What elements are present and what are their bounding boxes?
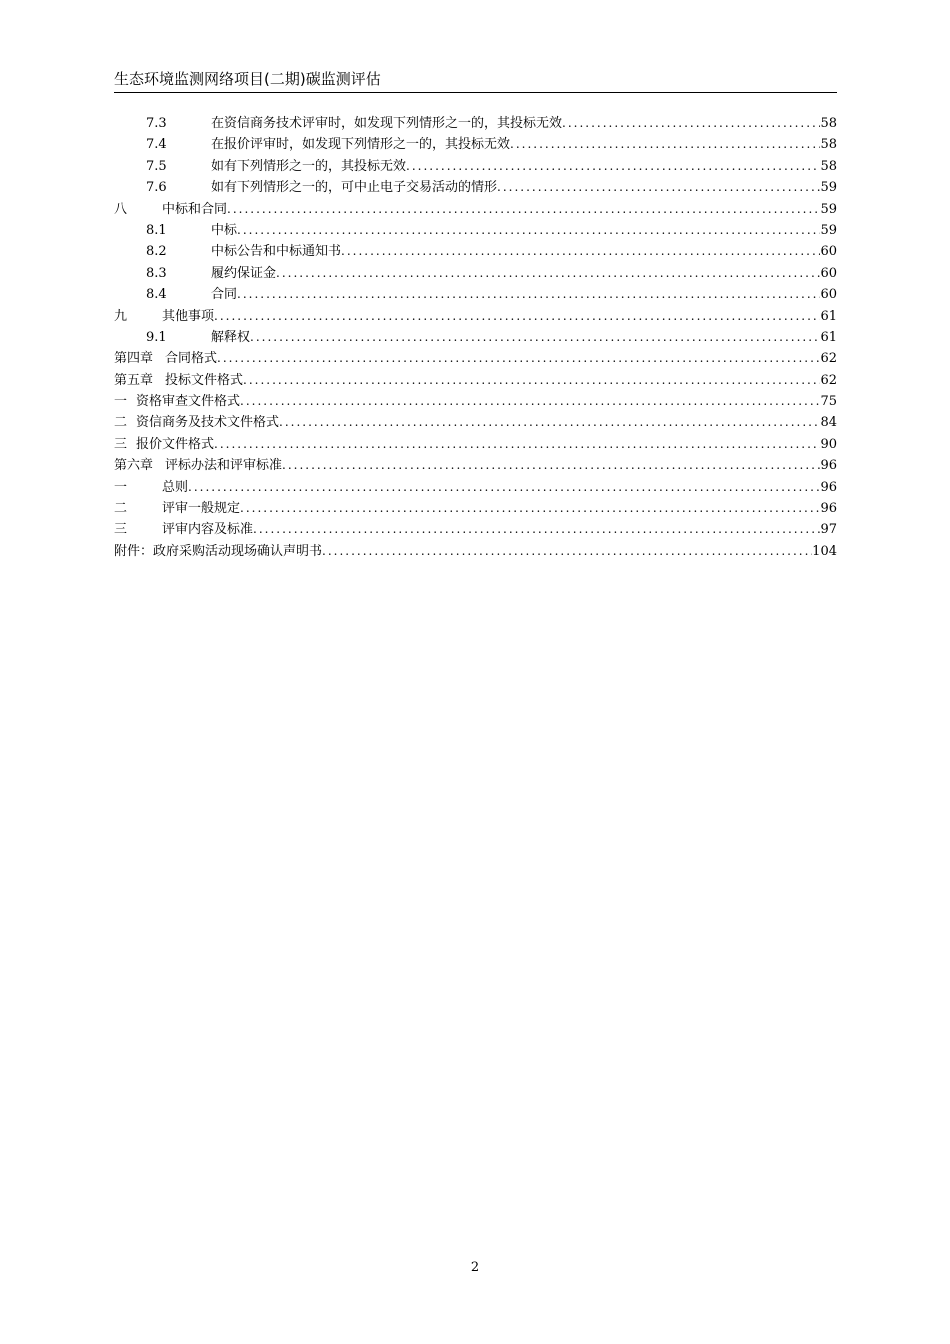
toc-entry-title: 中标和合同 [162,201,228,217]
toc-entry-page: 59 [820,201,837,217]
toc-dot-leader [214,434,820,455]
toc-entry-number: 9.1 [146,329,167,345]
toc-entry-number: 三 [114,522,128,538]
toc-entry[interactable] [114,134,837,155]
toc-dot-leader [237,220,820,241]
toc-entry-page: 60 [820,244,837,260]
toc-entry[interactable] [114,391,837,412]
toc-entry-page: 90 [820,436,837,452]
toc-dot-leader [510,134,820,155]
toc-entry[interactable] [114,220,837,241]
toc-entry-title: 投标文件格式 [165,372,244,388]
toc-entry-page: 59 [820,222,837,238]
toc-entry-title: 解释权 [211,329,251,345]
toc-entry[interactable] [114,477,837,498]
toc-entry-title: 如有下列情形之一的，可中止电子交易活动的情形 [211,180,498,196]
toc-entry[interactable] [114,370,837,391]
toc-dot-leader [217,348,820,369]
toc-entry-title: 如有下列情形之一的，其投标无效 [211,158,407,174]
table-of-contents [114,113,837,562]
toc-dot-leader [243,370,820,391]
toc-entry[interactable] [114,412,837,433]
toc-entry-title: 评审内容及标准 [162,522,254,538]
header-rule [114,92,837,93]
toc-entry-title: 附件：政府采购活动现场确认声明书 [114,543,323,559]
toc-dot-leader [279,412,820,433]
toc-entry-page: 61 [820,329,837,345]
toc-entry-title: 合同 [211,287,238,303]
toc-entry-number: 7.6 [146,180,167,196]
toc-entry[interactable] [114,541,837,562]
toc-entry-page: 62 [820,351,837,367]
toc-dot-leader [406,156,820,177]
toc-entry-page: 58 [820,158,837,174]
toc-entry-page: 62 [820,372,837,388]
toc-dot-leader [322,541,812,562]
toc-entry[interactable] [114,284,837,305]
toc-dot-leader [282,455,820,476]
toc-entry-number: 一 [114,394,128,410]
toc-entry-number: 8.3 [146,265,167,281]
running-header-title: 生态环境监测网络项目(二期)碳监测评估 [114,70,381,88]
toc-dot-leader [188,477,820,498]
toc-entry-page: 58 [820,137,837,153]
toc-dot-leader [240,391,820,412]
toc-entry-page: 104 [812,543,837,559]
toc-entry-number: 八 [114,201,128,217]
toc-entry-title: 资格审查文件格式 [136,394,241,410]
toc-entry-title: 总则 [162,479,189,495]
toc-entry-number: 二 [114,501,128,517]
toc-entry-number: 8.1 [146,222,167,238]
toc-entry[interactable] [114,199,837,220]
toc-entry[interactable] [114,455,837,476]
toc-entry-page: 75 [820,394,837,410]
toc-entry-page: 97 [820,522,837,538]
toc-entry-title: 中标 [211,222,238,238]
toc-dot-leader [276,263,820,284]
toc-entry-number: 二 [114,415,128,431]
toc-entry-title: 在资信商务技术评审时，如发现下列情形之一的，其投标无效 [211,116,563,131]
toc-dot-leader [227,199,820,220]
toc-entry-number: 第六章 [114,458,154,474]
toc-dot-leader [562,113,820,134]
toc-entry-page: 96 [820,479,837,495]
toc-entry-page: 84 [820,415,837,431]
toc-entry-page: 96 [820,501,837,517]
toc-entry-number: 8.2 [146,244,167,260]
toc-entry[interactable] [114,519,837,540]
toc-entry-title: 评审一般规定 [162,501,241,517]
toc-entry-title: 履约保证金 [211,265,277,281]
toc-entry-page: 60 [820,265,837,281]
toc-entry-number: 7.4 [146,137,167,153]
toc-entry-page: 96 [820,458,837,474]
toc-entry[interactable] [114,306,837,327]
toc-entry[interactable] [114,156,837,177]
toc-dot-leader [237,284,820,305]
toc-entry[interactable] [114,434,837,455]
toc-dot-leader [214,306,820,327]
toc-dot-leader [253,519,820,540]
toc-entry[interactable] [114,241,837,262]
toc-entry-number: 第四章 [114,351,154,367]
toc-entry-page: 59 [820,180,837,196]
toc-dot-leader [250,327,820,348]
toc-entry-page: 61 [820,308,837,324]
toc-entry-title: 报价文件格式 [136,436,215,452]
toc-entry-title: 资信商务及技术文件格式 [136,415,280,431]
toc-entry-title: 评标办法和评审标准 [165,458,283,474]
toc-entry[interactable] [114,263,837,284]
toc-entry[interactable] [114,177,837,198]
toc-entry-page: 60 [820,287,837,303]
toc-entry[interactable] [114,348,837,369]
toc-entry-title: 在报价评审时，如发现下列情形之一的，其投标无效 [211,137,511,153]
toc-entry-number: 7.5 [146,158,167,174]
toc-entry-number: 九 [114,308,128,324]
toc-entry-title: 其他事项 [162,308,215,324]
page-number: 2 [470,1260,480,1275]
toc-entry-number: 三 [114,436,128,452]
toc-dot-leader [497,177,820,198]
toc-entry[interactable] [114,113,837,134]
toc-entry[interactable] [114,327,837,348]
toc-entry-title: 合同格式 [165,351,218,367]
toc-dot-leader [341,241,820,262]
toc-entry-title: 中标公告和中标通知书 [211,244,342,260]
toc-entry-number: 8.4 [146,287,167,303]
toc-entry-number: 一 [114,479,128,495]
toc-entry-number: 7.3 [146,116,167,131]
toc-entry[interactable] [114,498,837,519]
toc-entry-page: 58 [820,116,837,131]
toc-entry-number: 第五章 [114,372,154,388]
toc-dot-leader [240,498,820,519]
